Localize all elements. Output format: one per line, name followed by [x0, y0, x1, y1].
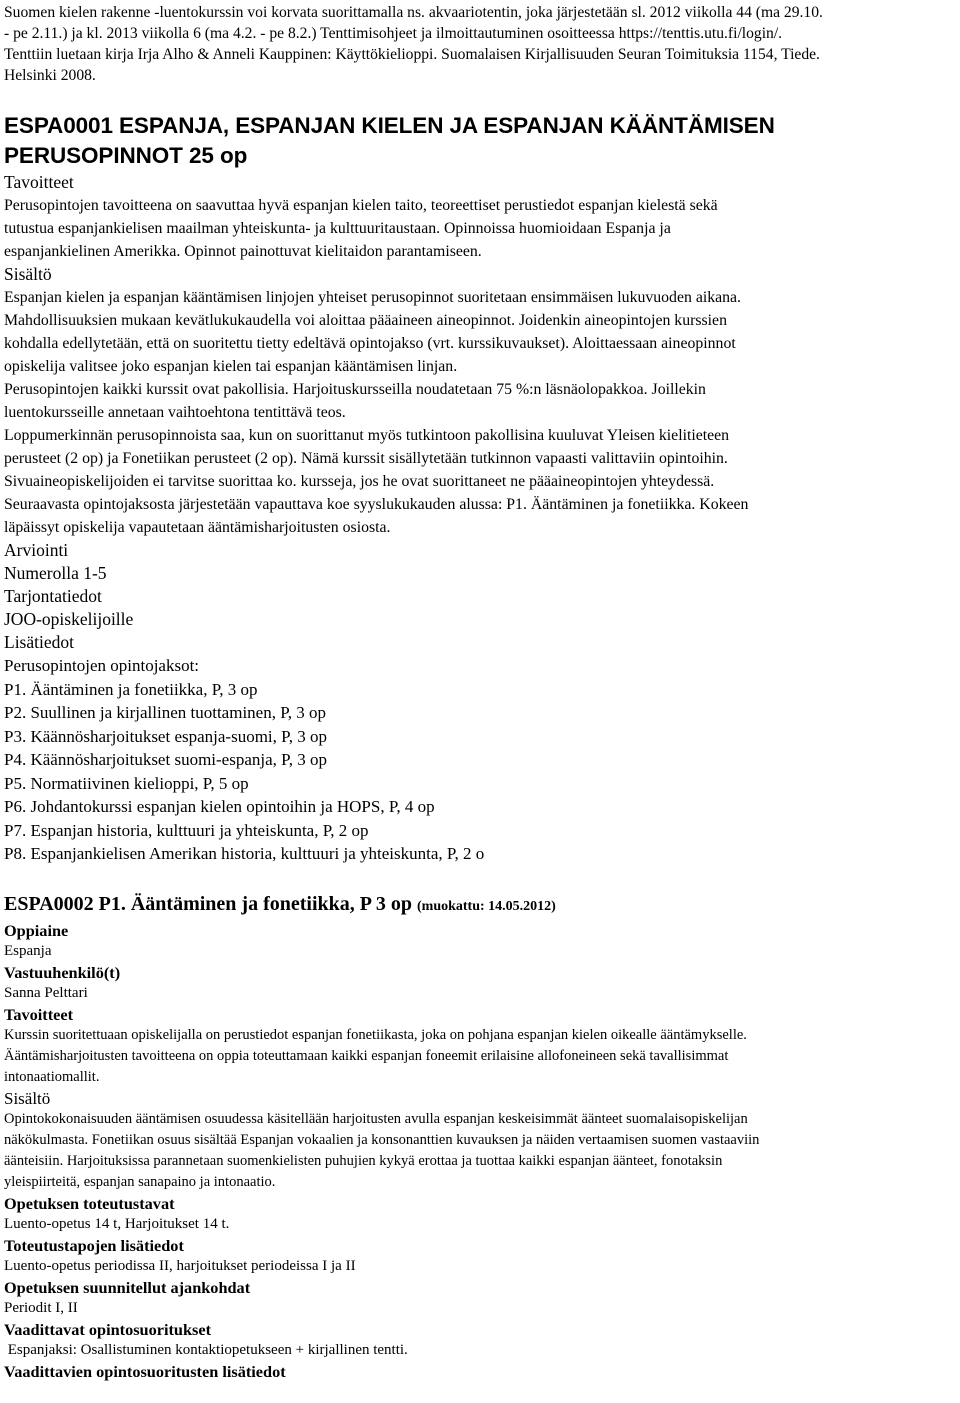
course-item: P5. Normatiivinen kielioppi, P, 5 op — [4, 773, 249, 793]
opintosuoritukset-lisatiedot-heading: Vaadittavien opintosuoritusten lisätiedot — [4, 1361, 286, 1381]
title-line: ESPA0001 ESPANJA, ESPANJAN KIELEN JA ESPANJAN KÄÄNTÄMISEN — [4, 113, 775, 138]
ajankohta-value: Periodit I, II — [4, 1299, 78, 1316]
oppiaine-value: Espanja — [4, 942, 52, 959]
text-line: espanjankielinen Amerikka. Opinnot painottuvat kielitaidon parantamiseen. — [4, 243, 482, 260]
course-list — [4, 678, 952, 866]
sisalto-heading: Sisältö — [4, 264, 52, 284]
text-line: näkökulmasta. Fonetiikan osuus sisältää Espanjan vokaalien ja konsonanttien kuvauksen ja näiden vertaamisen suomen vastaaviin — [4, 1131, 760, 1148]
text-line: yleispiirteitä, espanjan sanapaino ja intonaatio. — [4, 1173, 276, 1190]
course-item: P3. Käännösharjoitukset espanja-suomi, P, 3 op — [4, 726, 327, 746]
sisalto-text — [4, 286, 952, 539]
tavoitteet-text — [4, 1025, 952, 1088]
text-line: Sivuaineopiskelijoiden ei tarvitse suorittaa ko. kursseja, jos he ovat suorittaneet ne pääaineopintojen yhteydessä. — [4, 473, 715, 490]
intro-line: Tenttiin luetaan kirja Irja Alho & Anneli Kauppinen: Käyttökielioppi. Suomalaisen Kirjallisuuden Seuran Toimituksia 1154, Tiede. — [4, 46, 820, 63]
tarjontatiedot-value: JOO-opiskelijoille — [4, 609, 134, 629]
oppiaine-heading: Oppiaine — [4, 920, 69, 940]
lisatiedot-intro: Perusopintojen opintojaksot: — [4, 656, 200, 675]
toteutustavat-value: Luento-opetus 14 t, Harjoitukset 14 t. — [4, 1215, 230, 1232]
document-page — [4, 0, 952, 1382]
text-line: Seuraavasta opintojaksosta järjestetään vapauttava koe syyslukukauden alussa: P1. Ääntäminen ja fonetiikka. Kokeen — [4, 496, 749, 513]
tavoitteet-text — [4, 194, 952, 263]
opintosuoritukset-heading: Vaadittavat opintosuoritukset — [4, 1319, 212, 1339]
text-line: Espanjan kielen ja espanjan kääntämisen linjojen yhteiset perusopinnot suoritetaan ensimmäisen lukuvuoden aikana. — [4, 289, 741, 306]
course-item: P4. Käännösharjoitukset suomi-espanja, P, 3 op — [4, 750, 327, 769]
course-item: P7. Espanjan historia, kulttuuri ja yhteiskunta, P, 2 op — [4, 820, 369, 840]
espa0002-section — [4, 891, 952, 1382]
text-line: Mahdollisuuksien mukaan kevätlukukaudella voi aloittaa pääaineen aineopinnot. Joidenkin aineopintojen kurssien — [4, 312, 727, 329]
intro-line: Helsinki 2008. — [4, 67, 96, 84]
intro-paragraph — [4, 2, 952, 86]
text-line: kohdalla edellytetään, että on suoritettu tietty edeltävä opintojakso (vrt. kurssikuvaukset). Aloittaessaan aineopinnot — [4, 335, 736, 352]
intro-line: Suomen kielen rakenne -luentokurssin voi korvata suorittamalla ns. akvaariotentin, joka järjestetään sl. 2012 viikolla 44 (ma 29.10. — [4, 4, 823, 21]
course-item: P8. Espanjankielisen Amerikan historia, kulttuuri ja yhteiskunta, P, 2 o — [4, 844, 485, 863]
text-line: Ääntämisharjoitusten tavoitteena on oppia toteuttamaan kaikki espanjan foneemit erilaisine allofoneineen sekä tavallisimmat — [4, 1047, 729, 1064]
text-line: intonaatiomallit. — [4, 1068, 100, 1085]
espa0002-title — [4, 891, 952, 920]
text-line: äänteisiin. Harjoituksissa parannetaan suomenkielisten puhujien kykyä erottaa ja tuottaa kaikki espanjan äänteet, fonotaksin — [4, 1152, 723, 1169]
tavoitteet-heading: Tavoitteet — [4, 172, 74, 192]
title-line: PERUSOPINNOT 25 op — [4, 143, 248, 168]
course-item: P6. Johdantokurssi espanjan kielen opintoihin ja HOPS, P, 4 op — [4, 797, 435, 816]
opintosuoritukset-value: Espanjaksi: Osallistuminen kontaktiopetukseen + kirjallinen tentti. — [4, 1341, 408, 1358]
text-line: luentokursseille annetaan vaihtoehtona tentittävä teos. — [4, 404, 346, 421]
arviointi-heading: Arviointi — [4, 540, 69, 560]
text-line: opiskelija valitsee joko espanjan kielen tai espanjan kääntämisen linjan. — [4, 358, 458, 375]
espa0001-title — [4, 111, 952, 171]
sisalto-heading: Sisältö — [4, 1088, 51, 1108]
vastuuhenkilo-value: Sanna Pelttari — [4, 984, 88, 1001]
text-line: Opintokokonaisuuden ääntämisen osuudessa käsitellään harjoitusten avulla espanjan keskeisimmät äänteet suomalaisopiskelijan — [4, 1110, 748, 1127]
course-item: P2. Suullinen ja kirjallinen tuottaminen, P, 3 op — [4, 703, 327, 722]
text-line: Loppumerkinnän perusopinnoista saa, kun on suorittanut myös tutkintoon pakollisina kuuluvat Yleisen kielitieteen — [4, 427, 730, 444]
text-line: perusteet (2 op) ja Fonetiikan perusteet (2 op). Nämä kurssit sisällytetään tutkinnon vapaasti valittaviin opintoihin. — [4, 450, 728, 467]
modified-date: (muokattu: 14.05.2012) — [417, 898, 556, 914]
espa0001-section — [4, 111, 952, 866]
course-item: P1. Ääntäminen ja fonetiikka, P, 3 op — [4, 679, 258, 699]
lisatiedot-heading: Lisätiedot — [4, 632, 74, 652]
tavoitteet-heading: Tavoitteet — [4, 1004, 74, 1024]
toteutus-lisatiedot-heading: Toteutustapojen lisätiedot — [4, 1235, 184, 1255]
ajankohta-heading: Opetuksen suunnitellut ajankohdat — [4, 1277, 251, 1297]
toteutus-lisatiedot-value: Luento-opetus periodissa II, harjoitukset periodeissa I ja II — [4, 1257, 356, 1274]
vastuuhenkilo-heading: Vastuuhenkilö(t) — [4, 962, 121, 982]
text-line: läpäissyt opiskelija vapautetaan ääntämisharjoitusten osiosta. — [4, 519, 391, 536]
text-line: Kurssin suoritettuaan opiskelijalla on perustiedot espanjan fonetiikasta, joka on pohjana espanjan kielen oikealle ääntämykselle. — [4, 1026, 747, 1043]
arviointi-value: Numerolla 1-5 — [4, 563, 107, 583]
intro-line: - pe 2.11.) ja kl. 2013 viikolla 6 (ma 4.2. - pe 8.2.) Tenttimisohjeet ja ilmoittautuminen osoitteessa https://tenttis.utu.fi/login/. — [4, 25, 783, 42]
text-line: Perusopintojen kaikki kurssit ovat pakollisia. Harjoituskursseilla noudatetaan 75 %:n läsnäolopakkoa. Joillekin — [4, 381, 706, 398]
course-title: ESPA0002 P1. Ääntäminen ja fonetiikka, P 3 op — [4, 892, 412, 915]
toteutustavat-heading: Opetuksen toteutustavat — [4, 1193, 175, 1213]
tarjontatiedot-heading: Tarjontatiedot — [4, 586, 102, 606]
text-line: Perusopintojen tavoitteena on saavuttaa hyvä espanjan kielen taito, teoreettiset perustiedot espanjan kielestä sekä — [4, 197, 718, 214]
text-line: tutustua espanjankielisen maailman yhteiskunta- ja kulttuuritaustaan. Opinnoissa huomioidaan Espanja ja — [4, 220, 671, 237]
sisalto-text — [4, 1109, 952, 1193]
